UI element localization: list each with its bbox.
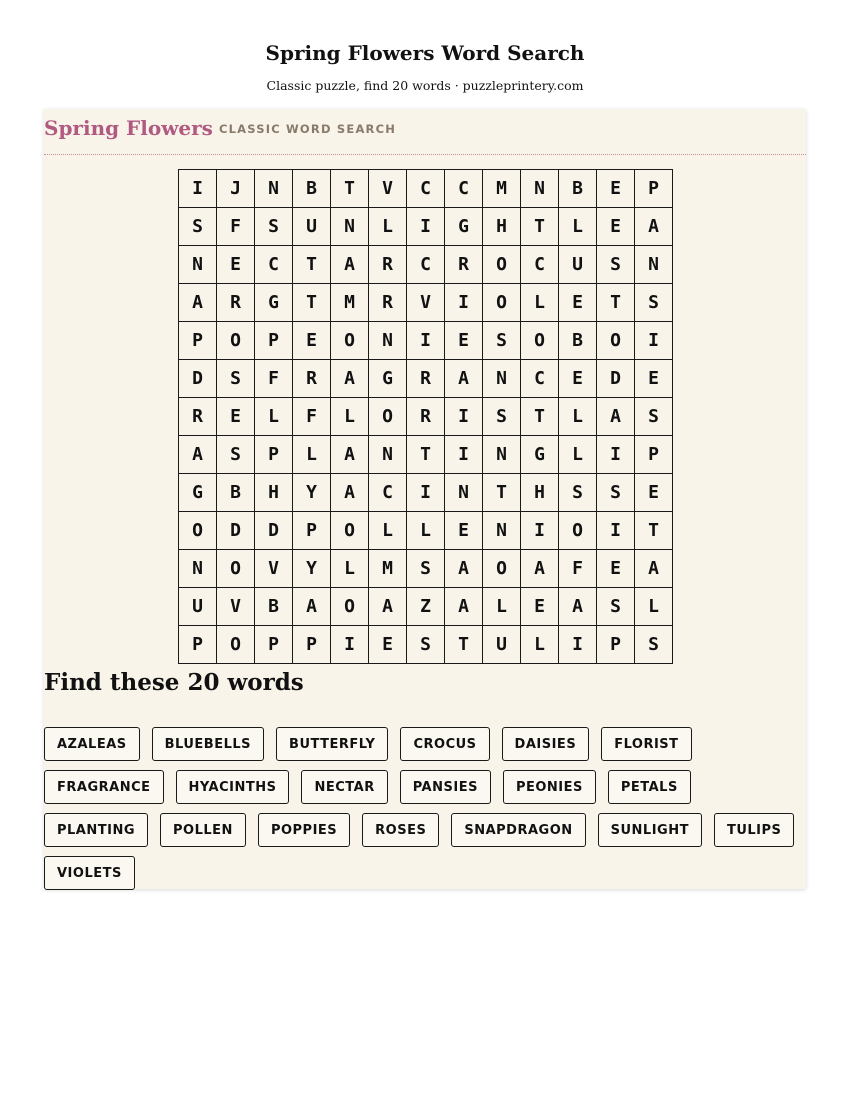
grid-cell[interactable]: S — [635, 398, 673, 436]
word-chip[interactable]: TULIPS — [714, 813, 794, 847]
grid-cell[interactable]: I — [179, 170, 217, 208]
grid-cell[interactable]: I — [597, 436, 635, 474]
grid-cell[interactable]: E — [521, 588, 559, 626]
grid-cell[interactable]: A — [521, 550, 559, 588]
grid-cell[interactable]: L — [559, 436, 597, 474]
grid-cell[interactable]: A — [331, 436, 369, 474]
grid-cell[interactable]: R — [407, 398, 445, 436]
grid-cell[interactable]: H — [521, 474, 559, 512]
grid-cell[interactable]: S — [635, 626, 673, 664]
grid-cell[interactable]: T — [521, 398, 559, 436]
grid-cell[interactable]: A — [559, 588, 597, 626]
grid-cell[interactable]: B — [559, 322, 597, 360]
grid-cell[interactable]: T — [635, 512, 673, 550]
grid-cell[interactable]: P — [255, 626, 293, 664]
grid-cell[interactable]: O — [217, 322, 255, 360]
grid-cell[interactable]: M — [483, 170, 521, 208]
grid-cell[interactable]: I — [635, 322, 673, 360]
grid-cell[interactable]: V — [217, 588, 255, 626]
grid-cell[interactable]: S — [597, 246, 635, 284]
grid-cell[interactable]: S — [217, 360, 255, 398]
grid-cell[interactable]: I — [445, 284, 483, 322]
grid-cell[interactable]: F — [559, 550, 597, 588]
grid-cell[interactable]: C — [255, 246, 293, 284]
grid-cell[interactable]: B — [217, 474, 255, 512]
grid-cell[interactable]: N — [369, 436, 407, 474]
grid-cell[interactable]: O — [597, 322, 635, 360]
word-chip[interactable]: NECTAR — [301, 770, 387, 804]
grid-cell[interactable]: C — [521, 360, 559, 398]
grid-cell[interactable]: L — [559, 398, 597, 436]
grid-cell[interactable]: E — [445, 512, 483, 550]
grid-cell[interactable]: O — [331, 322, 369, 360]
grid-cell[interactable]: T — [293, 246, 331, 284]
grid-cell[interactable]: T — [483, 474, 521, 512]
grid-cell[interactable]: N — [445, 474, 483, 512]
grid-cell[interactable]: C — [369, 474, 407, 512]
card-header — [44, 109, 806, 155]
grid-cell[interactable]: P — [635, 436, 673, 474]
grid-cell[interactable]: S — [559, 474, 597, 512]
grid-cell[interactable]: L — [331, 550, 369, 588]
word-chip[interactable]: SNAPDRAGON — [451, 813, 585, 847]
grid-cell[interactable]: G — [369, 360, 407, 398]
grid-cell[interactable]: Z — [407, 588, 445, 626]
grid-cell[interactable]: L — [369, 512, 407, 550]
grid-cell[interactable]: N — [255, 170, 293, 208]
grid-cell[interactable]: N — [635, 246, 673, 284]
grid-cell[interactable]: B — [255, 588, 293, 626]
word-chip[interactable]: VIOLETS — [44, 856, 135, 890]
grid-cell[interactable]: R — [407, 360, 445, 398]
grid-cell[interactable]: C — [407, 246, 445, 284]
grid-cell[interactable]: Y — [293, 550, 331, 588]
grid-cell[interactable]: J — [217, 170, 255, 208]
grid-cell[interactable]: I — [521, 512, 559, 550]
grid-cell[interactable]: M — [369, 550, 407, 588]
word-list — [44, 727, 806, 890]
word-chip[interactable]: AZALEAS — [44, 727, 140, 761]
grid-cell[interactable]: E — [369, 626, 407, 664]
grid-cell[interactable]: O — [179, 512, 217, 550]
grid-cell[interactable]: O — [331, 512, 369, 550]
grid-cell[interactable]: U — [179, 588, 217, 626]
grid-cell[interactable]: I — [445, 398, 483, 436]
grid-cell[interactable]: P — [255, 322, 293, 360]
grid-cell[interactable]: A — [445, 550, 483, 588]
word-chip[interactable]: POLLEN — [160, 813, 246, 847]
grid-cell[interactable]: N — [179, 550, 217, 588]
grid-cell[interactable]: P — [179, 322, 217, 360]
grid-cell[interactable]: O — [217, 626, 255, 664]
grid-cell[interactable]: S — [179, 208, 217, 246]
grid-cell[interactable]: B — [293, 170, 331, 208]
grid-cell[interactable]: R — [293, 360, 331, 398]
grid-cell[interactable]: U — [293, 208, 331, 246]
grid-cell[interactable]: F — [255, 360, 293, 398]
grid-cell[interactable]: F — [217, 208, 255, 246]
grid-cell[interactable]: A — [331, 360, 369, 398]
word-chip[interactable]: DAISIES — [502, 727, 590, 761]
grid-cell[interactable]: O — [369, 398, 407, 436]
puzzle-card — [44, 109, 806, 889]
grid-cell[interactable]: E — [293, 322, 331, 360]
grid-cell[interactable]: L — [331, 398, 369, 436]
grid-cell[interactable]: C — [407, 170, 445, 208]
grid-cell[interactable]: A — [369, 588, 407, 626]
word-chip[interactable]: PLANTING — [44, 813, 148, 847]
grid-cell[interactable]: A — [445, 360, 483, 398]
word-chip[interactable]: PETALS — [608, 770, 691, 804]
grid-cell[interactable]: G — [521, 436, 559, 474]
word-chip[interactable]: FRAGRANCE — [44, 770, 164, 804]
grid-cell[interactable]: O — [217, 550, 255, 588]
grid-cell[interactable]: L — [521, 284, 559, 322]
grid-cell[interactable]: D — [179, 360, 217, 398]
page-subtitle: Classic puzzle, find 20 words · puzzleprintery.com — [266, 78, 584, 93]
grid-cell[interactable]: E — [445, 322, 483, 360]
grid-cell[interactable]: A — [179, 436, 217, 474]
grid-cell[interactable]: A — [331, 474, 369, 512]
grid-cell[interactable]: U — [483, 626, 521, 664]
word-chip[interactable]: HYACINTHS — [176, 770, 290, 804]
grid-cell[interactable]: O — [483, 246, 521, 284]
grid-cell[interactable]: N — [483, 436, 521, 474]
grid-cell[interactable]: A — [597, 398, 635, 436]
grid-cell[interactable]: D — [217, 512, 255, 550]
grid-cell[interactable]: N — [521, 170, 559, 208]
grid-cell[interactable]: E — [559, 284, 597, 322]
grid-cell[interactable]: E — [217, 398, 255, 436]
grid-cell[interactable]: L — [521, 626, 559, 664]
grid-cell[interactable]: P — [255, 436, 293, 474]
word-list-heading: Find these 20 words — [44, 669, 304, 696]
grid-cell[interactable]: S — [217, 436, 255, 474]
grid-cell[interactable]: U — [559, 246, 597, 284]
grid-cell[interactable]: E — [635, 360, 673, 398]
grid-cell[interactable]: A — [635, 550, 673, 588]
grid-cell[interactable]: A — [293, 588, 331, 626]
grid-cell[interactable]: I — [407, 208, 445, 246]
letter-grid — [178, 169, 673, 664]
grid-cell[interactable]: H — [483, 208, 521, 246]
grid-cell[interactable]: L — [407, 512, 445, 550]
grid-cell[interactable]: N — [483, 512, 521, 550]
page-title: Spring Flowers Word Search — [265, 41, 585, 65]
grid-cell[interactable]: P — [293, 626, 331, 664]
grid-cell[interactable]: P — [179, 626, 217, 664]
grid-cell[interactable]: F — [293, 398, 331, 436]
grid-cell[interactable]: A — [331, 246, 369, 284]
grid-cell[interactable]: T — [597, 284, 635, 322]
grid-cell[interactable]: O — [521, 322, 559, 360]
grid-cell[interactable]: S — [255, 208, 293, 246]
grid-cell[interactable]: S — [597, 474, 635, 512]
word-chip[interactable]: BLUEBELLS — [152, 727, 264, 761]
grid-cell[interactable]: E — [597, 170, 635, 208]
grid-cell[interactable]: T — [521, 208, 559, 246]
grid-cell[interactable]: E — [597, 208, 635, 246]
grid-cell[interactable]: I — [559, 626, 597, 664]
grid-cell[interactable]: T — [407, 436, 445, 474]
word-chip[interactable]: ROSES — [362, 813, 439, 847]
word-chip[interactable]: CROCUS — [400, 727, 489, 761]
grid-cell[interactable]: H — [255, 474, 293, 512]
grid-cell[interactable]: E — [217, 246, 255, 284]
grid-cell[interactable]: R — [217, 284, 255, 322]
word-chip[interactable]: POPPIES — [258, 813, 350, 847]
grid-cell[interactable]: V — [369, 170, 407, 208]
grid-cell[interactable]: A — [445, 588, 483, 626]
grid-cell[interactable]: I — [407, 474, 445, 512]
grid-cell[interactable]: L — [369, 208, 407, 246]
grid-cell[interactable]: B — [559, 170, 597, 208]
grid-cell[interactable]: D — [255, 512, 293, 550]
grid-cell[interactable]: Y — [293, 474, 331, 512]
grid-cell[interactable]: O — [559, 512, 597, 550]
word-chip[interactable]: SUNLIGHT — [598, 813, 702, 847]
grid-cell[interactable]: S — [635, 284, 673, 322]
grid-cell[interactable]: I — [445, 436, 483, 474]
grid-cell[interactable]: D — [597, 360, 635, 398]
grid-cell[interactable]: G — [179, 474, 217, 512]
grid-cell[interactable]: G — [255, 284, 293, 322]
word-chip[interactable]: BUTTERFLY — [276, 727, 388, 761]
grid-cell[interactable]: R — [179, 398, 217, 436]
grid-cell[interactable]: S — [407, 626, 445, 664]
grid-cell[interactable]: S — [407, 550, 445, 588]
grid-cell[interactable]: V — [407, 284, 445, 322]
grid-cell[interactable]: L — [559, 208, 597, 246]
grid-cell[interactable]: I — [597, 512, 635, 550]
puzzle-brand-title: Spring Flowers — [44, 116, 213, 140]
grid-cell[interactable]: S — [597, 588, 635, 626]
grid-cell[interactable]: I — [407, 322, 445, 360]
grid-cell[interactable]: R — [445, 246, 483, 284]
grid-cell[interactable]: M — [331, 284, 369, 322]
grid-cell[interactable]: T — [293, 284, 331, 322]
grid-cell[interactable]: T — [445, 626, 483, 664]
grid-cell[interactable]: L — [255, 398, 293, 436]
grid-cell[interactable]: S — [483, 398, 521, 436]
grid-cell[interactable]: G — [445, 208, 483, 246]
grid-cell[interactable]: O — [483, 284, 521, 322]
grid-cell[interactable]: T — [331, 170, 369, 208]
grid-cell[interactable]: I — [331, 626, 369, 664]
word-chip[interactable]: PANSIES — [400, 770, 491, 804]
grid-cell[interactable]: A — [179, 284, 217, 322]
grid-cell[interactable]: P — [597, 626, 635, 664]
grid-cell[interactable]: P — [293, 512, 331, 550]
grid-cell[interactable]: S — [483, 322, 521, 360]
grid-cell[interactable]: L — [635, 588, 673, 626]
grid-cell[interactable]: N — [179, 246, 217, 284]
word-chip[interactable]: PEONIES — [503, 770, 596, 804]
word-chip[interactable]: FLORIST — [601, 727, 691, 761]
grid-cell[interactable]: O — [331, 588, 369, 626]
grid-cell[interactable]: L — [293, 436, 331, 474]
grid-cell[interactable]: A — [635, 208, 673, 246]
grid-cell[interactable]: R — [369, 284, 407, 322]
grid-cell[interactable]: R — [369, 246, 407, 284]
grid-cell[interactable]: C — [445, 170, 483, 208]
grid-cell[interactable]: O — [483, 550, 521, 588]
grid-cell[interactable]: C — [521, 246, 559, 284]
grid-cell[interactable]: E — [559, 360, 597, 398]
grid-cell[interactable]: V — [255, 550, 293, 588]
grid-cell[interactable]: L — [483, 588, 521, 626]
grid-cell[interactable]: N — [369, 322, 407, 360]
puzzle-kicker: CLASSIC WORD SEARCH — [219, 122, 397, 136]
grid-cell[interactable]: E — [635, 474, 673, 512]
grid-cell[interactable]: E — [597, 550, 635, 588]
grid-cell[interactable]: N — [483, 360, 521, 398]
grid-cell[interactable]: P — [635, 170, 673, 208]
grid-cell[interactable]: N — [331, 208, 369, 246]
